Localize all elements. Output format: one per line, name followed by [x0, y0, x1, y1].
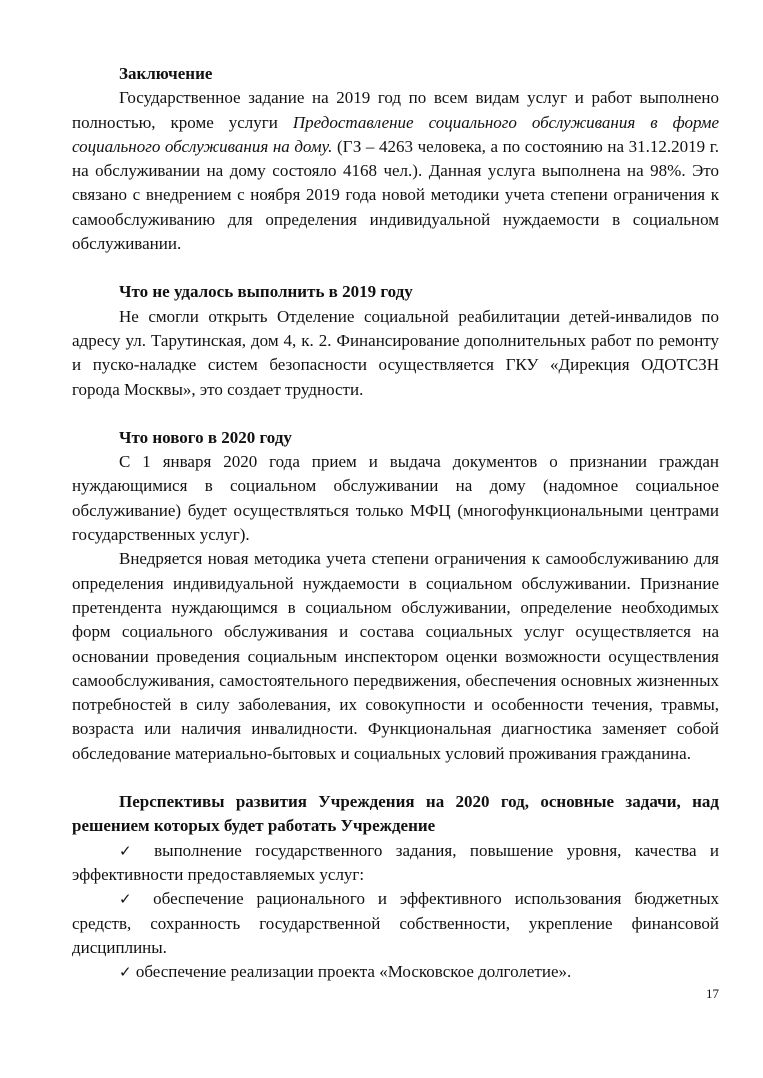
conclusion-text-end: (ГЗ – 4263 человека, а по состоянию на 31.12.2019 г. на обслуживании на дому состояло 4168 чел.). Данная услуга выполнена на 98%. Это связано с внедрением с ноября 2019 года новой методики учета степени ограничения к самообслуживанию для определения индивидуальной нуждаемости в социальном обслуживании. [72, 136, 720, 254]
conclusion-service-name: Предоставление социального обслуживания в форме социального обслуживания на дому. [72, 112, 719, 156]
news-paragraph-2: Внедряется новая методика учета степени ограничения к самообслуживанию для определения индивидуальной нуждаемости в социальном обслуживании. Признание претендента нуждающимся в социальном обслуживании, определение необходимых форм социального обслуживания и состава социальных услуг осуществляется на основании проведения социальным инспектором оценки возможности осуществления самообслуживания, самостоятельного передвижения, обеспечения основных жизненных потребностей в силу заболевания, их совокупности и особенности течения, травмы, возраста или наличия инвалидности. Функциональная диагностика заменяет собой обследование материально-бытовых и социальных условий проживания гражданина. [72, 549, 719, 763]
prospects-heading: Перспективы развития Учреждения на 2020 год, основные задачи, над решением которых будет работать Учреждение [72, 792, 719, 836]
prospects-item-text: выполнение государственного задания, повышение уровня, качества и эффективности предоставляемых услуг: [72, 840, 719, 884]
prospects-item-1 [72, 839, 719, 888]
checkmark-icon: ✓ [119, 963, 132, 982]
failed-paragraph: Не смогли открыть Отделение социальной реабилитации детей-инвалидов по адресу ул. Тарутинская, дом 4, к. 2. Финансирование дополнительных работ по ремонту и пуско-наладке систем безопасности осуществляется ГКУ «Дирекция ОДОТСЗН города Москвы», это создает трудности. [72, 306, 719, 399]
page-number: 17 [706, 986, 719, 1001]
conclusion-paragraph [72, 86, 719, 256]
prospects-item-text: обеспечение реализации проекта «Московское долголетие». [135, 962, 572, 982]
checkmark-icon: ✓ [119, 890, 141, 909]
failed-heading: Что не удалось выполнить в 2019 году [119, 282, 413, 302]
news-heading: Что нового в 2020 году [119, 427, 292, 447]
prospects-item-text: обеспечение рационального и эффективного использования бюджетных средств, сохранность государственной собственности, укрепление финансовой дисциплины. [72, 889, 719, 957]
document-page [72, 62, 719, 984]
prospects-item-3 [72, 960, 719, 984]
news-paragraph-1: С 1 января 2020 года прием и выдача документов о признании граждан нуждающимися в социальном обслуживании на дому (надомное социальное обслуживание) будет осуществляться только МФЦ (многофункциональными центрами государственных услуг). [72, 452, 719, 545]
conclusion-text-start: Государственное задание на 2019 год по всем видам услуг и работ выполнено полностью, кроме услуги [72, 88, 719, 132]
conclusion-heading: Заключение [119, 64, 213, 83]
prospects-item-2 [72, 887, 719, 960]
checkmark-icon: ✓ [119, 841, 141, 860]
